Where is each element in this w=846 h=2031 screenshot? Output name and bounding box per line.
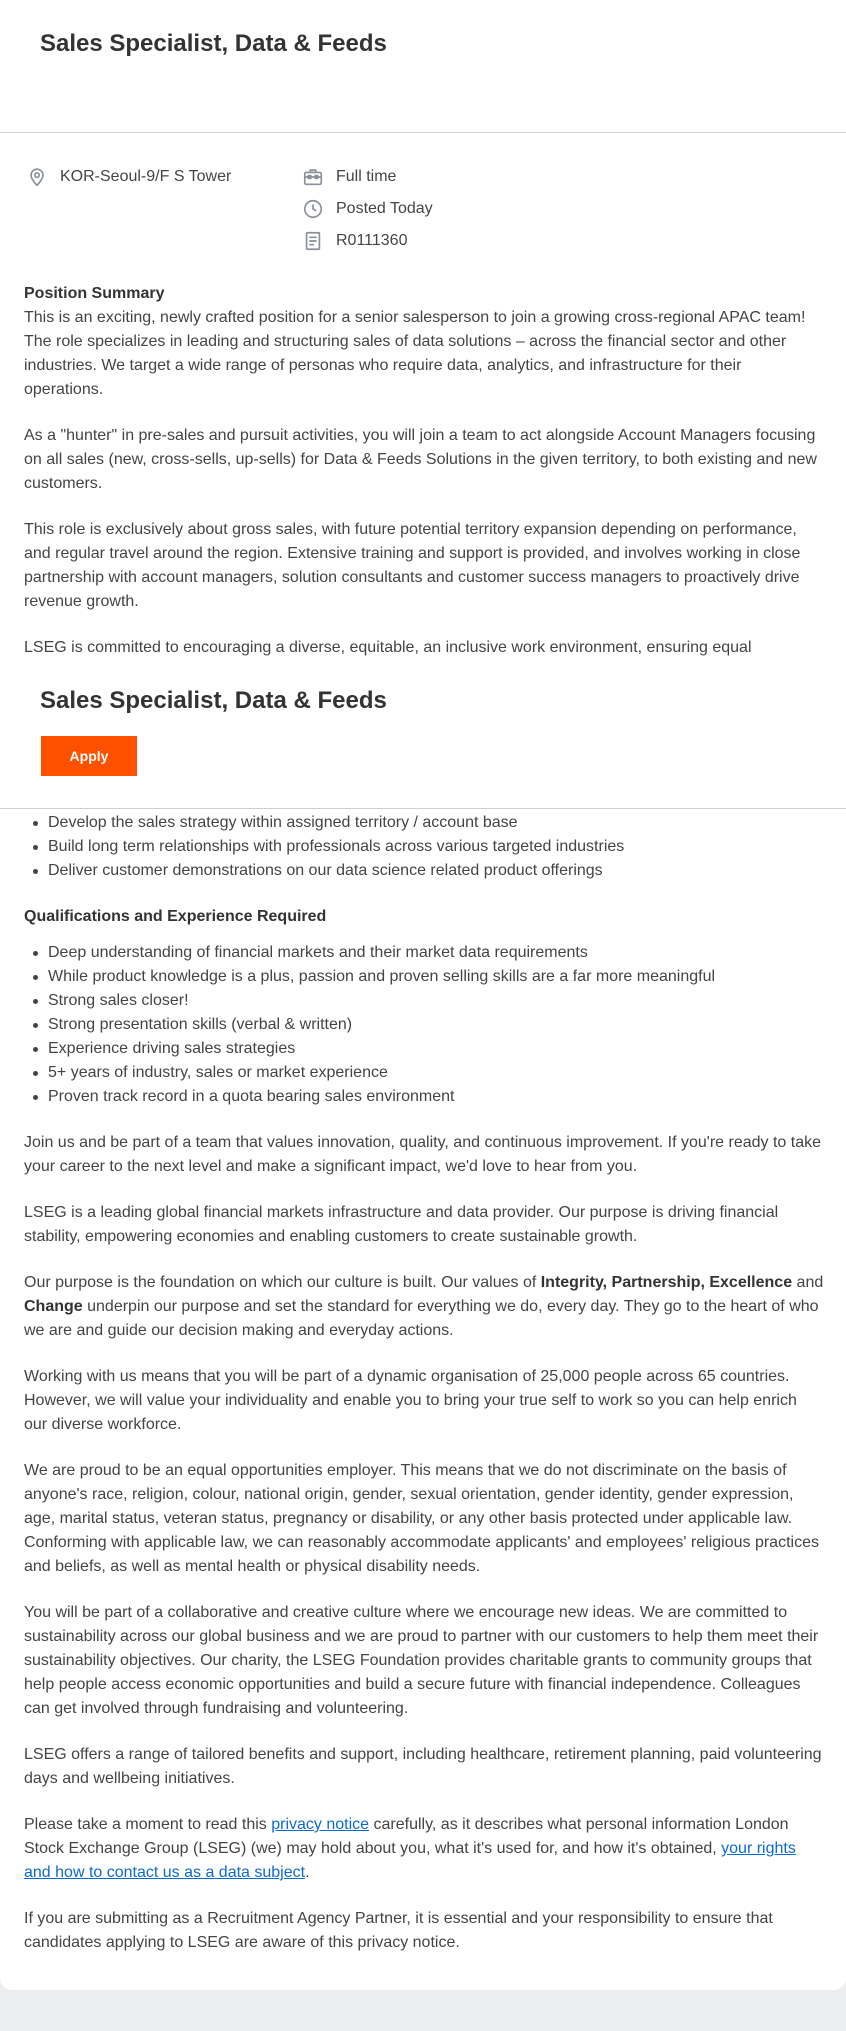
privacy-text: carefully, as it describes what personal information London Stock Exchange Group (LSEG) (we) may hold about you, what it's used for, and how it's obtained, (24, 1816, 789, 1857)
privacy-text: Please take a moment to read this (24, 1816, 272, 1833)
position-summary (24, 282, 824, 658)
location-meta (26, 165, 231, 189)
body-paragraph: Join us and be part of a team that values innovation, quality, and continuous improvement. If you're ready to take your career to the next level and make a significant impact, we'd love to hear from you. (24, 1134, 822, 1175)
list-item: Proven track record in a quota bearing sales environment (48, 1085, 824, 1109)
values-text: underpin our purpose and set the standard for everything we do, every day. They go to the heart of who we are and guide our decision making and everyday actions. (24, 1298, 819, 1339)
values-paragraph (24, 1271, 824, 1343)
values-text: Our purpose is the foundation on which our culture is built. Our values of (24, 1274, 541, 1291)
body-paragraph: LSEG offers a range of tailored benefits and support, including healthcare, retirement planning, paid volunteering days and wellbeing initiatives. (24, 1746, 822, 1787)
body-paragraph: You will be part of a collaborative and creative culture where we encourage new ideas. We are committed to sustainability across our global business and we are proud to partner with our customers to help them meet their sustainability objectives. Our charity, the LSEG Foundation provides charitable grants to community groups that help people access economic opportunities and build a secure future with financial independence. Colleagues can get involved through fundraising and volunteering. (24, 1604, 819, 1717)
list-item: Experience driving sales strategies (48, 1037, 824, 1061)
briefcase-icon (302, 166, 324, 188)
divider (0, 132, 846, 133)
list-item: 5+ years of industry, sales or market experience (48, 1061, 824, 1085)
data-subject-rights-link[interactable]: your rights and how to contact us as a data subject (24, 1840, 796, 1881)
summary-paragraph: This is an exciting, newly crafted position for a senior salesperson to join a growing cross-regional APAC team! The role specializes in leading and structuring sales of data solutions – across the financial sector and other industries. We target a wide range of personas who require data, analytics, and infrastructure for their operations. (24, 309, 806, 398)
values-highlight: Integrity, Partnership, Excellence (540, 1274, 793, 1291)
summary-paragraph: LSEG is committed to encouraging a diverse, equitable, an inclusive work environment, ensuring equal (24, 639, 752, 656)
list-item: While product knowledge is a plus, passion and proven selling skills are a far more meaningful (48, 965, 824, 989)
body-paragraph: We are proud to be an equal opportunities employer. This means that we do not discriminate on the basis of anyone's race, religion, colour, national origin, gender, sexual orientation, gender identity, gender expression, age, marital status, veteran status, pregnancy or disability, or any other basis protected under applicable law. Conforming with applicable law, we can reasonably accommodate applicants' and employees' religious practices and beliefs, as well as mental health or physical disability needs. (24, 1462, 819, 1575)
body-paragraph: LSEG is a leading global financial markets infrastructure and data provider. Our purpose is driving financial stability, empowering economies and enabling customers to create sustainable growth. (24, 1204, 779, 1245)
values-highlight: Change (24, 1298, 83, 1315)
list-item: Deep understanding of financial markets and their market data requirements (48, 941, 824, 965)
requisition-id: R0111360 (336, 232, 408, 249)
divider (0, 808, 846, 809)
summary-paragraph: As a "hunter" in pre-sales and pursuit activities, you will join a team to act alongside Account Managers focusing on all sales (new, cross-sells, up-sells) for Data & Feeds Solutions in the given territory, to both existing and new customers. (24, 427, 817, 492)
summary-paragraph: This role is exclusively about gross sales, with future potential territory expansion depending on performance, and regular travel around the region. Extensive training and support is provided, and involves working in close partnership with account managers, solution consultants and customer success managers to proactively drive revenue growth. (24, 521, 801, 610)
section-heading: Qualifications and Experience Required (24, 908, 327, 925)
apply-button[interactable]: Apply (41, 736, 137, 776)
section-heading: Position Summary (24, 285, 165, 302)
time-type-text: Full time (336, 168, 397, 185)
posted-text: Posted Today (336, 200, 433, 217)
list-item: Develop the sales strategy within assigned territory / account base (48, 811, 824, 835)
clock-icon (302, 198, 324, 220)
privacy-notice-link[interactable]: privacy notice (271, 1816, 370, 1833)
privacy-text: . (305, 1864, 310, 1881)
body-paragraph: If you are submitting as a Recruitment Agency Partner, it is essential and your responsibility to ensure that candidates applying to LSEG are aware of this privacy notice. (24, 1910, 773, 1951)
sticky-job-title: Sales Specialist, Data & Feeds (40, 687, 387, 714)
list-item: Strong sales closer! (48, 989, 824, 1013)
list-item: Strong presentation skills (verbal & written) (48, 1013, 824, 1037)
page-title: Sales Specialist, Data & Feeds (40, 30, 387, 57)
qualifications-list (24, 941, 824, 1109)
job-details (24, 811, 824, 1977)
privacy-paragraph (24, 1813, 824, 1885)
location-pin-icon (26, 166, 48, 188)
list-item: Build long term relationships with professionals across various targeted industries (48, 835, 824, 859)
posted-meta (302, 197, 433, 221)
requisition-meta (302, 229, 407, 253)
time-type-meta (302, 165, 396, 189)
list-item: Deliver customer demonstrations on our data science related product offerings (48, 859, 824, 883)
body-paragraph: Working with us means that you will be part of a dynamic organisation of 25,000 people across 65 countries. However, we will value your individuality and enable you to bring your true self to work so you can help enrich our diverse workforce. (24, 1368, 797, 1433)
responsibilities-list (24, 811, 824, 883)
values-text: and (792, 1274, 824, 1291)
document-icon (302, 230, 324, 252)
location-text: KOR-Seoul-9/F S Tower (60, 168, 232, 185)
